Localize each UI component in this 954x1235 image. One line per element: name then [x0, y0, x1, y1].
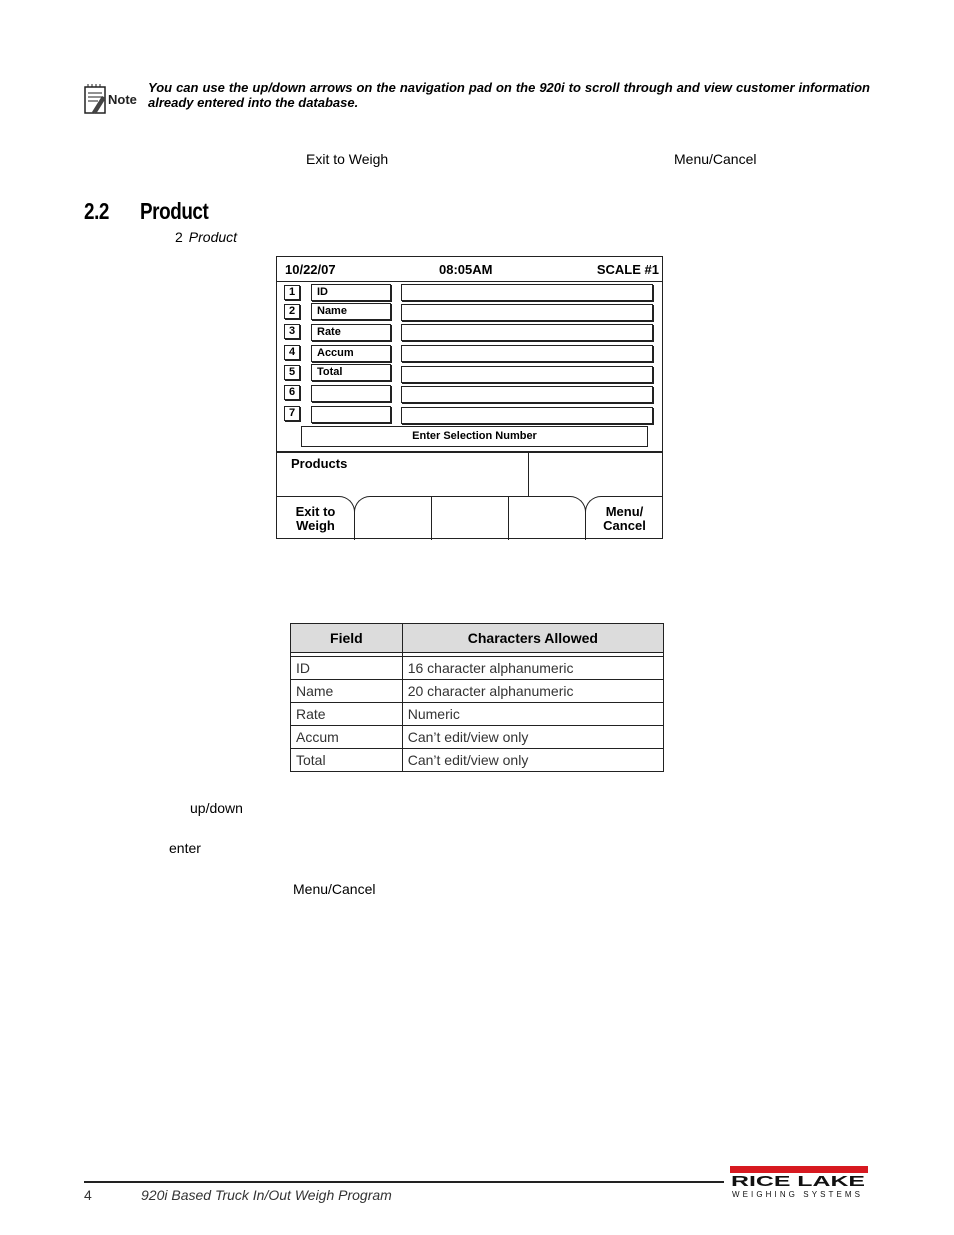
screen-date: 10/22/07 — [285, 262, 336, 277]
row-label-rate: Rate — [311, 324, 391, 341]
product-screen — [276, 256, 663, 539]
section-title: Product — [140, 198, 209, 224]
keyword-updown: up/down — [190, 800, 243, 816]
table-cell: Can’t edit/view only — [402, 726, 663, 749]
softkey-label: Cancel — [603, 518, 646, 533]
table-cell: Rate — [291, 703, 403, 726]
field-6[interactable] — [401, 386, 653, 403]
row-label-empty — [311, 385, 391, 402]
table-header-row — [291, 624, 664, 653]
row-number: 3 — [284, 324, 300, 339]
row-label-total: Total — [311, 364, 391, 381]
field-id[interactable] — [401, 284, 653, 301]
table-cell: Can’t edit/view only — [402, 749, 663, 772]
caption-number: 2 — [175, 229, 183, 245]
divider — [528, 452, 529, 496]
softkey-label: Menu/ — [605, 504, 644, 519]
figure-caption — [175, 229, 237, 245]
table-row — [291, 657, 664, 680]
table-cell: 20 character alphanumeric — [402, 680, 663, 703]
row-number: 7 — [284, 406, 300, 421]
table-cell: 16 character alphanumeric — [402, 657, 663, 680]
field-name[interactable] — [401, 304, 653, 321]
table-cell: Accum — [291, 726, 403, 749]
table-cell: ID — [291, 657, 403, 680]
logo-subtext: WEIGHING SYSTEMS — [732, 1190, 860, 1199]
rice-lake-logo — [730, 1166, 868, 1200]
table-row — [291, 703, 664, 726]
note-icon — [84, 84, 142, 116]
table-row — [291, 749, 664, 772]
softkey-label: Weigh — [296, 518, 335, 533]
softkey-2[interactable] — [354, 496, 432, 540]
table-header: Characters Allowed — [402, 624, 663, 653]
row-number: 5 — [284, 365, 300, 380]
screen-header — [277, 257, 662, 282]
table-row — [291, 680, 664, 703]
table-header: Field — [291, 624, 403, 653]
section-number: 2.2 — [84, 198, 109, 224]
screen-time: 08:05AM — [439, 262, 493, 277]
table-cell: Total — [291, 749, 403, 772]
field-7[interactable] — [401, 407, 653, 424]
characters-table — [290, 623, 664, 772]
table-cell: Numeric — [402, 703, 663, 726]
row-number: 6 — [284, 385, 300, 400]
footer-rule — [84, 1181, 724, 1183]
row-label-id: ID — [311, 284, 391, 301]
row-label-accum: Accum — [311, 345, 391, 362]
caption-text: Product — [188, 229, 238, 245]
row-number: 2 — [284, 304, 300, 319]
row-label-name: Name — [311, 303, 391, 320]
table-cell: Name — [291, 680, 403, 703]
divider — [277, 451, 662, 453]
table-row — [291, 726, 664, 749]
field-total[interactable] — [401, 366, 653, 383]
keyword-enter: enter — [169, 840, 201, 856]
softkey-4[interactable] — [508, 496, 586, 540]
inline-key-menu-cancel: Menu/Cancel — [674, 151, 757, 167]
note-text: You can use the up/down arrows on the navigation pad on the 920i to scroll through and view customer information already entered into the database. — [148, 80, 870, 110]
menu-cancel-softkey[interactable] — [585, 496, 663, 540]
note-icon-label: Note — [108, 92, 137, 107]
keyword-menu-cancel: Menu/Cancel — [293, 881, 376, 897]
page-number: 4 — [84, 1187, 92, 1203]
row-number: 1 — [284, 285, 300, 300]
products-label: Products — [291, 456, 348, 471]
softkey-label: Exit to — [295, 504, 336, 519]
row-number: 4 — [284, 345, 300, 360]
field-rate[interactable] — [401, 324, 653, 341]
screen-scale: SCALE #1 — [596, 262, 659, 277]
exit-to-weigh-softkey[interactable] — [277, 496, 355, 540]
inline-key-exit-to-weigh: Exit to Weigh — [306, 151, 389, 167]
field-accum[interactable] — [401, 345, 653, 362]
document-title: 920i Based Truck In/Out Weigh Program — [141, 1187, 392, 1203]
logo-text: RICE LAKE — [731, 1173, 865, 1190]
selection-prompt[interactable]: Enter Selection Number — [301, 426, 648, 447]
row-label-empty — [311, 406, 391, 423]
softkey-3[interactable] — [431, 496, 509, 540]
